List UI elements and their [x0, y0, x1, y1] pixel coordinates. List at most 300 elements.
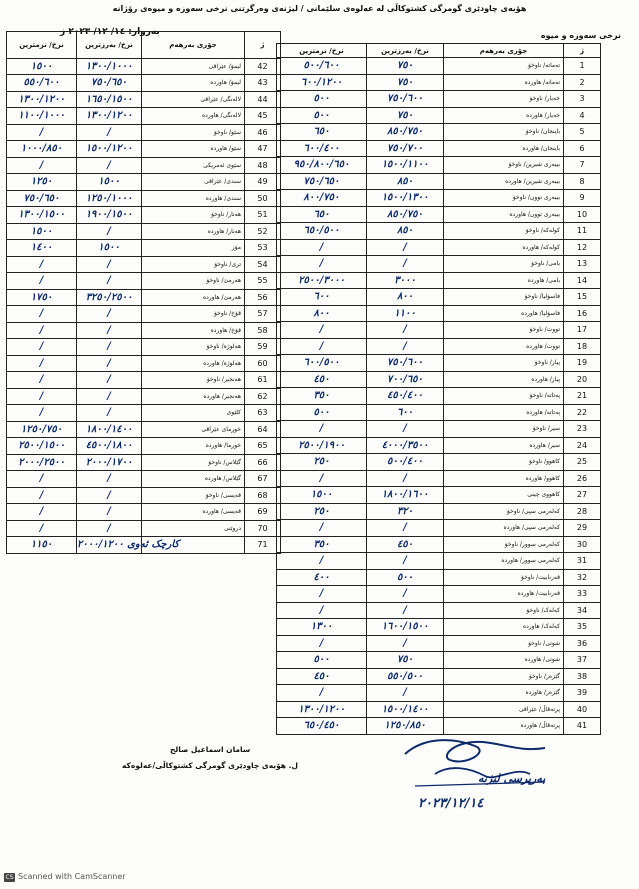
highest-price-cell: /: [77, 372, 142, 389]
table-row: [277, 322, 601, 339]
row-number-cell: 14: [564, 272, 601, 289]
highest-price-cell: ٨٥٠: [367, 223, 444, 240]
product-cell: قەرنابیت/ هاوردە: [444, 586, 564, 603]
lowest-price-cell: /: [277, 470, 367, 487]
product-cell: کولەکە/ هاوردە: [444, 239, 564, 256]
highest-price-cell: ١٥٠٠/١١٠٠: [367, 157, 444, 174]
highest-price-cell: /: [367, 322, 444, 339]
lowest-price-cell: /: [7, 520, 77, 537]
lowest-price-cell: ٢٥٠: [277, 454, 367, 471]
row-number-cell: 15: [564, 289, 601, 306]
lowest-price-cell: /: [7, 306, 77, 323]
col-number-header: ژ: [245, 32, 281, 59]
price-table-left: [6, 31, 281, 554]
highest-price-cell: /: [77, 306, 142, 323]
table-row: [277, 140, 601, 157]
product-cell: هەرمێ/ ناوخۆ: [142, 273, 245, 290]
lowest-price-cell: ٤٥٠: [277, 668, 367, 685]
row-number-cell: 55: [245, 273, 281, 290]
row-number-cell: 5: [564, 124, 601, 141]
product-cell: سێوی ئەمریکی: [142, 157, 245, 174]
product-cell: باینجان/ ناوخۆ: [444, 124, 564, 141]
highest-price-cell: /: [77, 355, 142, 372]
highest-price-cell: /: [367, 256, 444, 273]
table-row: [277, 371, 601, 388]
table-row: [7, 355, 281, 372]
lowest-price-cell: ٨٠٠: [277, 305, 367, 322]
highest-price-cell: /: [77, 520, 142, 537]
row-number-cell: 9: [564, 190, 601, 207]
product-cell: تەماتە/ هاوردە: [444, 74, 564, 91]
scanner-watermark: [4, 872, 126, 882]
table-row: [277, 256, 601, 273]
highest-price-cell: /: [77, 339, 142, 356]
table-row: [277, 272, 601, 289]
row-number-cell: 31: [564, 553, 601, 570]
highest-price-cell: ٣٢٥٠/٢٥٠٠: [77, 289, 142, 306]
lowest-price-cell: ٥٠٠: [277, 404, 367, 421]
lowest-price-cell: /: [7, 372, 77, 389]
lowest-price-cell: ١٥٠٠: [7, 223, 77, 240]
lowest-price-cell: ٦٠٠/١٢٠٠: [277, 74, 367, 91]
table-row: [7, 124, 281, 141]
row-number-cell: 69: [245, 504, 281, 521]
table-row: [277, 602, 601, 619]
highest-price-cell: ٤٥٠: [367, 536, 444, 553]
table-row: [277, 421, 601, 438]
table-row: [277, 454, 601, 471]
row-number-cell: 41: [564, 718, 601, 735]
row-number-cell: 42: [245, 58, 281, 75]
row-number-cell: 67: [245, 471, 281, 488]
table-row: [7, 471, 281, 488]
document-heading: هۆبەی چاودێری گومرگی کشتوکاڵی لە عەلوەی سلێمانی / لیژنەی وەرگرتنی نرخی سەوزە و میوەی رۆژانە: [112, 4, 527, 13]
product-cell: تری/ ناوخۆ: [142, 256, 245, 273]
highest-price-cell: کارچک ئەوی ٢٠٠٠/١٢٠٠: [77, 537, 142, 554]
product-cell: کاهوو/ ناوخۆ: [444, 454, 564, 471]
row-number-cell: 13: [564, 256, 601, 273]
highest-price-cell: /: [367, 602, 444, 619]
highest-price-cell: /: [367, 553, 444, 570]
product-cell: خورما/ هاوردە: [142, 438, 245, 455]
price-table-right: [276, 43, 601, 735]
left-table-body: [7, 58, 281, 553]
lowest-price-cell: /: [7, 388, 77, 405]
lowest-price-cell: /: [7, 124, 77, 141]
table-row: [277, 635, 601, 652]
lowest-price-cell: ٦٥٠: [277, 124, 367, 141]
product-cell: سێو/ هاوردە: [142, 141, 245, 158]
lowest-price-cell: ٥٠٠: [277, 107, 367, 124]
table-row: [277, 701, 601, 718]
lowest-price-cell: ١٢٥٠: [7, 174, 77, 191]
product-cell: شوتی/ ناوخۆ: [444, 635, 564, 652]
table-row: [277, 338, 601, 355]
product-cell: بامی/ ناوخۆ: [444, 256, 564, 273]
lowest-price-cell: ٦٥٠/٤٥٠: [277, 718, 367, 735]
table-row: [277, 487, 601, 504]
product-cell: تووت/ ناوخۆ: [444, 322, 564, 339]
highest-price-cell: ١٥٠٠: [77, 240, 142, 257]
product-cell: پرتەقاڵ/ هاوردە: [444, 718, 564, 735]
highest-price-cell: ٧٥٠: [367, 652, 444, 669]
row-number-cell: 52: [245, 223, 281, 240]
table-row: [7, 174, 281, 191]
highest-price-cell: ٥٠٠: [367, 569, 444, 586]
lowest-price-cell: ٦٥٠/٥٠٠: [277, 223, 367, 240]
row-number-cell: 35: [564, 619, 601, 636]
row-number-cell: 34: [564, 602, 601, 619]
product-cell: قەرنابیت/ ناوخۆ: [444, 569, 564, 586]
row-number-cell: 58: [245, 322, 281, 339]
lowest-price-cell: ٦٠٠/٥٠٠: [277, 355, 367, 372]
lowest-price-cell: /: [277, 553, 367, 570]
highest-price-cell: ١٣٠٠/١٢٠٠: [77, 108, 142, 125]
product-cell: پیاز/ ناوخۆ: [444, 355, 564, 372]
row-number-cell: 26: [564, 470, 601, 487]
product-cell: سیر/ ناوخۆ: [444, 421, 564, 438]
highest-price-cell: /: [367, 635, 444, 652]
product-cell: کەلەک/ هاوردە: [444, 619, 564, 636]
highest-price-cell: /: [77, 388, 142, 405]
row-number-cell: 48: [245, 157, 281, 174]
table-row: [7, 273, 281, 290]
product-cell: گێلاس/ هاوردە: [142, 471, 245, 488]
highest-price-cell: ٤٠٠٠/٣٥٠٠: [367, 437, 444, 454]
lowest-price-cell: /: [7, 355, 77, 372]
highest-price-cell: ٨٥٠/٧٥٠: [367, 206, 444, 223]
table-row: [277, 107, 601, 124]
table-row: [277, 586, 601, 603]
table-row: [7, 306, 281, 323]
table-row: [277, 157, 601, 174]
highest-price-cell: ١٥٠٠: [77, 174, 142, 191]
lowest-price-cell: /: [277, 602, 367, 619]
table-row: [277, 239, 601, 256]
table-row: [7, 289, 281, 306]
product-cell: پیاز/ هاوردە: [444, 371, 564, 388]
highest-price-cell: ١٥٠٠/١٤٠٠: [367, 701, 444, 718]
highest-price-cell: /: [77, 273, 142, 290]
highest-price-cell: ١٢٥٠/٨٥٠: [367, 718, 444, 735]
row-number-cell: 61: [245, 372, 281, 389]
row-number-cell: 7: [564, 157, 601, 174]
lowest-price-cell: /: [277, 586, 367, 603]
table-row: [7, 438, 281, 455]
col-highest-header: نرخ/ بەرزترین: [77, 32, 142, 59]
product-cell: شوتی/ هاوردە: [444, 652, 564, 669]
lowest-price-cell: /: [7, 322, 77, 339]
highest-price-cell: ٦٠٠: [367, 404, 444, 421]
handwritten-date: ٢٠٢٣/١٢/١٤: [418, 796, 484, 811]
product-cell: فاسۆلیا/ هاوردە: [444, 305, 564, 322]
table-row: [277, 520, 601, 537]
table-row: [277, 536, 601, 553]
product-cell: قەیسی/ هاوردە: [142, 504, 245, 521]
lowest-price-cell: ٥٠٠/٦٠٠: [277, 58, 367, 75]
product-cell: تەماتە/ ناوخۆ: [444, 58, 564, 75]
row-number-cell: 65: [245, 438, 281, 455]
lowest-price-cell: /: [277, 421, 367, 438]
lowest-price-cell: /: [277, 322, 367, 339]
row-number-cell: 54: [245, 256, 281, 273]
table-row: [277, 355, 601, 372]
lowest-price-cell: ٢٥٠٠/١٥٠٠: [7, 438, 77, 455]
row-number-cell: 43: [245, 75, 281, 92]
row-number-cell: 51: [245, 207, 281, 224]
row-number-cell: 56: [245, 289, 281, 306]
table-row: [7, 322, 281, 339]
table-row: [277, 553, 601, 570]
table-row: [277, 124, 601, 141]
product-cell: بیبەری شیرین/ ناوخۆ: [444, 157, 564, 174]
row-number-cell: 28: [564, 503, 601, 520]
product-cell: لیمۆ/ عێراقی: [142, 58, 245, 75]
product-cell: تووت/ هاوردە: [444, 338, 564, 355]
highest-price-cell: ٧٥٠: [367, 74, 444, 91]
product-cell: کەلەرمی سپی/ هاوردە: [444, 520, 564, 537]
product-cell: کەلەرمی سوور/ ناوخۆ: [444, 536, 564, 553]
row-number-cell: 17: [564, 322, 601, 339]
highest-price-cell: ٨٥٠/٧٥٠: [367, 124, 444, 141]
row-number-cell: 20: [564, 371, 601, 388]
row-number-cell: 57: [245, 306, 281, 323]
row-number-cell: 25: [564, 454, 601, 471]
table-row: [7, 157, 281, 174]
highest-price-cell: ٧٠٠/٦٥٠: [367, 371, 444, 388]
lowest-price-cell: ٩٥٠/٨٠٠/٦٥٠: [277, 157, 367, 174]
row-number-cell: 60: [245, 355, 281, 372]
table-row: [277, 173, 601, 190]
lowest-price-cell: ٢٥٠٠/٣٠٠٠: [277, 272, 367, 289]
row-number-cell: 49: [245, 174, 281, 191]
product-cell: سیر/ هاوردە: [444, 437, 564, 454]
row-number-cell: 66: [245, 454, 281, 471]
highest-price-cell: ٥٠٠/٤٠٠: [367, 454, 444, 471]
product-cell: قەیسی/ ناوخۆ: [142, 487, 245, 504]
row-number-cell: 32: [564, 569, 601, 586]
product-cell: سندی/ هاوردە: [142, 190, 245, 207]
product-cell: هەنار/ ناوخۆ: [142, 207, 245, 224]
highest-price-cell: ٨٠٠: [367, 289, 444, 306]
product-cell: هەلوژە/ هاوردە: [142, 355, 245, 372]
lowest-price-cell: ٧٥٠/٦٥٠: [7, 190, 77, 207]
highest-price-cell: ١٦٥٠/١٥٠٠: [77, 91, 142, 108]
product-cell: مۆز: [142, 240, 245, 257]
highest-price-cell: /: [77, 322, 142, 339]
highest-price-cell: /: [77, 124, 142, 141]
lowest-price-cell: ١١٠٠/١٠٠٠: [7, 108, 77, 125]
row-number-cell: 11: [564, 223, 601, 240]
lowest-price-cell: ١٢٥٠/٧٥٠: [7, 421, 77, 438]
row-number-cell: 2: [564, 74, 601, 91]
row-number-cell: 10: [564, 206, 601, 223]
product-cell: هەرمێ/ هاوردە: [142, 289, 245, 306]
table-row: [7, 58, 281, 75]
highest-price-cell: ١٥٠٠/١٢٠٠: [77, 141, 142, 158]
right-table-body: [277, 58, 601, 735]
lowest-price-cell: /: [277, 685, 367, 702]
table-row: [7, 75, 281, 92]
highest-price-cell: ٣٠٠٠: [367, 272, 444, 289]
lowest-price-cell: ١٧٥٠: [7, 289, 77, 306]
lowest-price-cell: ١٥٠٠: [7, 58, 77, 75]
highest-price-cell: ٧٥٠/٦٠٠: [367, 355, 444, 372]
row-number-cell: 21: [564, 388, 601, 405]
table-row: [7, 487, 281, 504]
highest-price-cell: /: [77, 223, 142, 240]
lowest-price-cell: ٣٥٠: [277, 536, 367, 553]
product-cell: کەلەرمی سوور/ هاوردە: [444, 553, 564, 570]
lowest-price-cell: ٦٥٠: [277, 206, 367, 223]
table-row: [7, 388, 281, 405]
lowest-price-cell: ١٥٠٠: [277, 487, 367, 504]
row-number-cell: 30: [564, 536, 601, 553]
row-number-cell: 33: [564, 586, 601, 603]
row-number-cell: 47: [245, 141, 281, 158]
col-product-header: جۆری بەرهەم: [142, 32, 245, 59]
lowest-price-cell: /: [277, 256, 367, 273]
lowest-price-cell: ٥٠٠: [277, 652, 367, 669]
highest-price-cell: ٢٠٠٠/١٧٠٠: [77, 454, 142, 471]
document-date: بەروار: ١٤/ ١٢/ ٢٠٢٣ ز: [60, 27, 160, 37]
product-cell: بیبەری توون/ هاوردە: [444, 206, 564, 223]
product-cell: گێلاس/ ناوخۆ: [142, 454, 245, 471]
row-number-cell: 39: [564, 685, 601, 702]
lowest-price-cell: ٣٥٠: [277, 388, 367, 405]
product-cell: پەتاتە/ هاوردە: [444, 404, 564, 421]
highest-price-cell: /: [77, 487, 142, 504]
table-row: [7, 504, 281, 521]
product-cell: هەنجیر/ هاوردە: [142, 388, 245, 405]
highest-price-cell: /: [77, 157, 142, 174]
table-row: [7, 339, 281, 356]
product-cell: کەلەرمی سپی/ ناوخۆ: [444, 503, 564, 520]
lowest-price-cell: /: [7, 405, 77, 422]
table-row: [277, 404, 601, 421]
highest-price-cell: ٣٢٠: [367, 503, 444, 520]
lowest-price-cell: ١١٥٠: [7, 537, 77, 554]
document-subtitle: نرخی سەوزە و میوە: [540, 31, 621, 40]
col-product-header: جۆری بەرهەم: [444, 44, 564, 58]
lowest-price-cell: ٢٥٠: [277, 503, 367, 520]
table-row: [7, 141, 281, 158]
product-cell: کاهوو/ هاوردە: [444, 470, 564, 487]
lowest-price-cell: /: [7, 256, 77, 273]
lowest-price-cell: ٢٠٠٠/٢٥٠٠: [7, 454, 77, 471]
table-row: [277, 619, 601, 636]
row-number-cell: 19: [564, 355, 601, 372]
highest-price-cell: /: [367, 685, 444, 702]
handwritten-signature: [395, 726, 570, 806]
highest-price-cell: ٧٥٠/٦٥٠: [77, 75, 142, 92]
product-cell: کولەکە/ ناوخۆ: [444, 223, 564, 240]
row-number-cell: 45: [245, 108, 281, 125]
table-row: [7, 190, 281, 207]
lowest-price-cell: ١٣٠٠/١٢٠٠: [7, 91, 77, 108]
lowest-price-cell: ١٠٠٠/٨٥٠: [7, 141, 77, 158]
product-cell: باینجان/ هاوردە: [444, 140, 564, 157]
table-row: [277, 305, 601, 322]
highest-price-cell: ١٨٠٠/١٦٠٠: [367, 487, 444, 504]
row-number-cell: 18: [564, 338, 601, 355]
product-cell: لیمۆ/ هاوردە: [142, 75, 245, 92]
lowest-price-cell: ٧٥٠/٦٥٠: [277, 173, 367, 190]
table-row: [277, 437, 601, 454]
table-row: [277, 223, 601, 240]
highest-price-cell: /: [77, 471, 142, 488]
camscanner-logo-icon: CS: [5, 874, 14, 881]
col-number-header: ژ: [564, 44, 601, 58]
table-row: [277, 685, 601, 702]
row-number-cell: 24: [564, 437, 601, 454]
highest-price-cell: ١٦٠٠/١٥٠٠: [367, 619, 444, 636]
highest-price-cell: ١٩٠٠/١٥٠٠: [77, 207, 142, 224]
col-highest-header: نرخ/ بەرزترین: [367, 44, 444, 58]
lowest-price-cell: ١٣٠٠/١٢٠٠: [277, 701, 367, 718]
product-cell: کەلەک/ ناوخۆ: [444, 602, 564, 619]
row-number-cell: 38: [564, 668, 601, 685]
highest-price-cell: ٤٥٠/٤٠٠: [367, 388, 444, 405]
lowest-price-cell: /: [7, 339, 77, 356]
product-cell: فاسۆلیا/ ناوخۆ: [444, 289, 564, 306]
lowest-price-cell: /: [277, 520, 367, 537]
lowest-price-cell: ٥٠٠: [277, 91, 367, 108]
product-cell: خەیار/ ناوخۆ: [444, 91, 564, 108]
highest-price-cell: /: [367, 239, 444, 256]
product-cell: کاهووی چینی: [444, 487, 564, 504]
lowest-price-cell: ٨٠٠/٧٥٠: [277, 190, 367, 207]
product-cell: هەنار/ هاوردە: [142, 223, 245, 240]
product-cell: هەنجیر/ ناوخۆ: [142, 372, 245, 389]
row-number-cell: 23: [564, 421, 601, 438]
lowest-price-cell: ٦٠٠/٤٠٠: [277, 140, 367, 157]
product-cell: پرتەقاڵ/ عێراقی: [444, 701, 564, 718]
table-row: [7, 520, 281, 537]
table-row: [7, 421, 281, 438]
product-cell: بامی/ هاوردە: [444, 272, 564, 289]
highest-price-cell: /: [367, 520, 444, 537]
row-number-cell: 29: [564, 520, 601, 537]
lowest-price-cell: ٤٥٠: [277, 371, 367, 388]
lowest-price-cell: /: [277, 338, 367, 355]
product-cell: پەتاتە/ ناوخۆ: [444, 388, 564, 405]
table-row: [277, 388, 601, 405]
row-number-cell: 16: [564, 305, 601, 322]
product-cell: خەیار/ هاوردە: [444, 107, 564, 124]
highest-price-cell: ٨٥٠: [367, 173, 444, 190]
table-row: [277, 190, 601, 207]
table-row: [7, 108, 281, 125]
table-row: [277, 668, 601, 685]
row-number-cell: 27: [564, 487, 601, 504]
product-cell: دروێنی: [142, 520, 245, 537]
product-cell: بیبەری شیرین/ هاوردە: [444, 173, 564, 190]
table-row: [7, 240, 281, 257]
row-number-cell: 62: [245, 388, 281, 405]
highest-price-cell: ١٢٥٠/١٠٠٠: [77, 190, 142, 207]
table-row: [277, 58, 601, 75]
row-number-cell: 46: [245, 124, 281, 141]
signatory-name: سامان اسماعیل صالح: [170, 745, 251, 754]
lowest-price-cell: /: [7, 157, 77, 174]
row-number-cell: 22: [564, 404, 601, 421]
lowest-price-cell: ١٣٠٠/١٥٠٠: [7, 207, 77, 224]
row-number-cell: 59: [245, 339, 281, 356]
table-row: [7, 405, 281, 422]
highest-price-cell: ١٨٠٠/١٤٠٠: [77, 421, 142, 438]
handwritten-note: بەرپرسی لیژنە: [478, 772, 546, 785]
